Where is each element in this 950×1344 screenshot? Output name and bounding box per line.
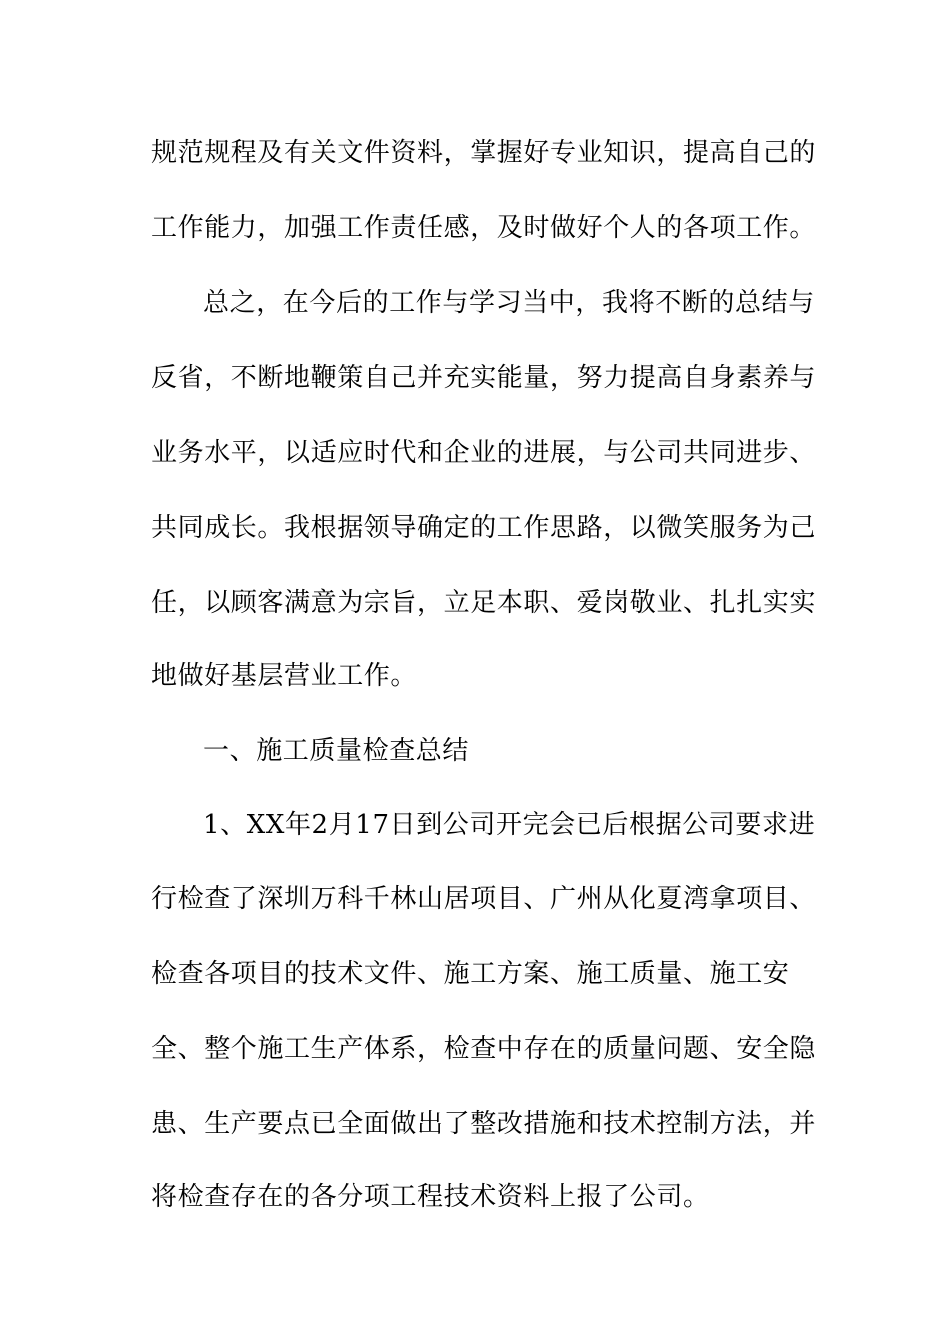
text-line: 全、整个施工生产体系，检查中存在的质量问题、安全隐 <box>151 1034 817 1064</box>
text-line: 地做好基层营业工作。 <box>151 661 418 691</box>
text-line: 任，以顾客满意为宗旨，立足本职、爱岗敬业、扎扎实实 <box>151 588 817 618</box>
text-line: 反省，不断地鞭策自己并充实能量，努力提高自身素养与 <box>151 363 817 393</box>
text-line: 检查各项目的技术文件、施工方案、施工质量、施工安 <box>151 959 790 989</box>
text-line: 工作能力，加强工作责任感，及时做好个人的各项工作。 <box>151 213 817 243</box>
text-line: 共同成长。我根据领导确定的工作思路，以微笑服务为己 <box>151 513 817 543</box>
section-heading: 一、施工质量检查总结 <box>203 736 470 766</box>
paragraph-start-line: 总之，在今后的工作与学习当中，我将不断的总结与 <box>203 288 815 318</box>
paragraph-start-line: 1、XX年2月17日到公司开完会已后根据公司要求进 <box>203 810 816 840</box>
text-line: 将检查存在的各分项工程技术资料上报了公司。 <box>151 1182 710 1212</box>
text-line: 规范规程及有关文件资料，掌握好专业知识，提高自己的 <box>151 138 817 168</box>
text-line: 患、生产要点已全面做出了整改措施和技术控制方法，并 <box>151 1109 817 1139</box>
text-line: 行检查了深圳万科千林山居项目、广州从化夏湾拿项目、 <box>151 884 817 914</box>
text-line: 业务水平，以适应时代和企业的进展，与公司共同进步、 <box>151 438 817 468</box>
